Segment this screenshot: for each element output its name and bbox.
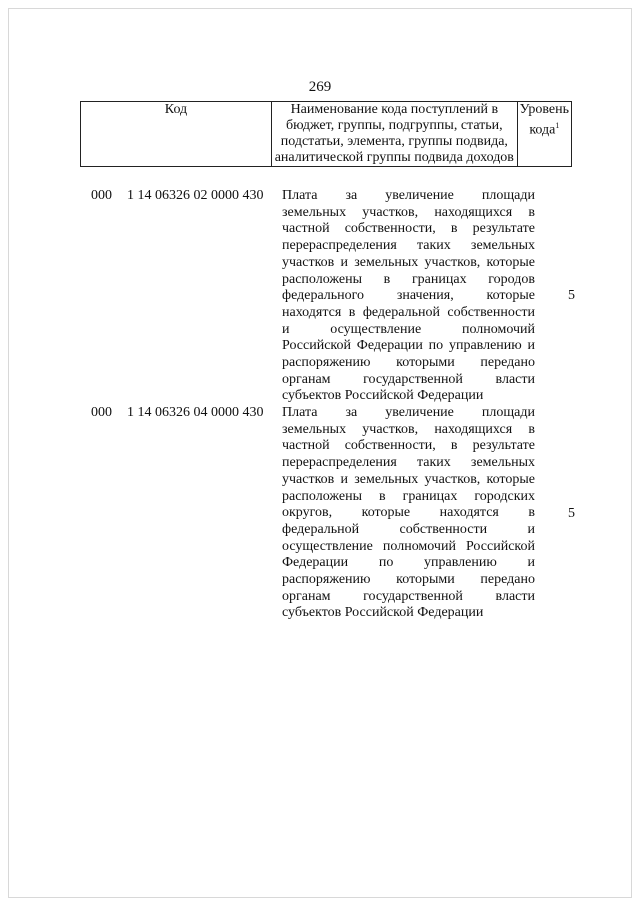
income-name-line: перераспределения таких земельных xyxy=(282,238,535,254)
income-name-line: Плата за увеличение площади xyxy=(282,188,535,203)
income-name-line: осуществление полномочий Российской xyxy=(282,538,535,554)
income-name-line: Федерации по управлению и xyxy=(282,555,535,571)
header-level-label: Уровень кода xyxy=(519,102,569,138)
code-level: 5 xyxy=(568,288,575,303)
code-prefix: 000 xyxy=(91,405,112,420)
income-name-line: округов, которые находятся в xyxy=(282,505,535,521)
income-name-line: участков и земельных участков, которые xyxy=(282,254,535,270)
income-name-line: расположены в границах городских xyxy=(282,488,535,504)
header-name-label: Наименование кода поступлений в бюджет, группы, подгруппы, статьи, подстатьи, элемента, группы подвида, аналитической группы подвида доходов xyxy=(274,102,514,165)
income-name-line: находятся в федеральной собственности xyxy=(282,304,535,320)
income-code: 1 14 06326 04 0000 430 xyxy=(127,405,264,420)
income-name-line: и осуществление полномочий xyxy=(282,321,535,337)
income-name-line: частной собственности, в результате xyxy=(282,438,535,454)
table-row xyxy=(80,405,580,625)
income-name-line: распоряжению которыми передано xyxy=(282,572,535,588)
income-name-line: органам государственной власти xyxy=(282,588,535,604)
page-number: 269 xyxy=(308,79,332,95)
income-name-line: Плата за увеличение площади xyxy=(282,405,535,420)
income-name-line: органам государственной власти xyxy=(282,371,535,387)
income-name-line: участков и земельных участков, которые xyxy=(282,471,535,487)
income-code: 1 14 06326 02 0000 430 xyxy=(127,188,264,203)
income-name-line: земельных участков, находящихся в xyxy=(282,421,535,437)
income-name-line: перераспределения таких земельных xyxy=(282,455,535,471)
income-name-line: федерального значения, которые xyxy=(282,288,535,304)
income-name-line: земельных участков, находящихся в xyxy=(282,204,535,220)
income-name xyxy=(282,405,535,622)
income-name-line: субъектов Российской Федерации xyxy=(282,388,484,404)
income-name-line: федеральной собственности и xyxy=(282,521,535,537)
header-code xyxy=(81,102,272,167)
code-prefix: 000 xyxy=(91,188,112,203)
code-level: 5 xyxy=(568,506,575,521)
income-name-line: Российской Федерации по управлению и xyxy=(282,338,535,354)
footnote-mark: 1 xyxy=(555,121,560,130)
header-table xyxy=(80,101,572,167)
income-name xyxy=(282,188,535,405)
table-row xyxy=(80,188,580,408)
income-name-line: расположены в границах городов xyxy=(282,271,535,287)
income-name-line: распоряжению которыми передано xyxy=(282,355,535,371)
income-name-line: частной собственности, в результате xyxy=(282,221,535,237)
income-name-line: субъектов Российской Федерации xyxy=(282,605,484,621)
header-code-label: Код xyxy=(164,102,188,117)
header-name xyxy=(271,102,517,167)
header-level xyxy=(517,102,571,167)
